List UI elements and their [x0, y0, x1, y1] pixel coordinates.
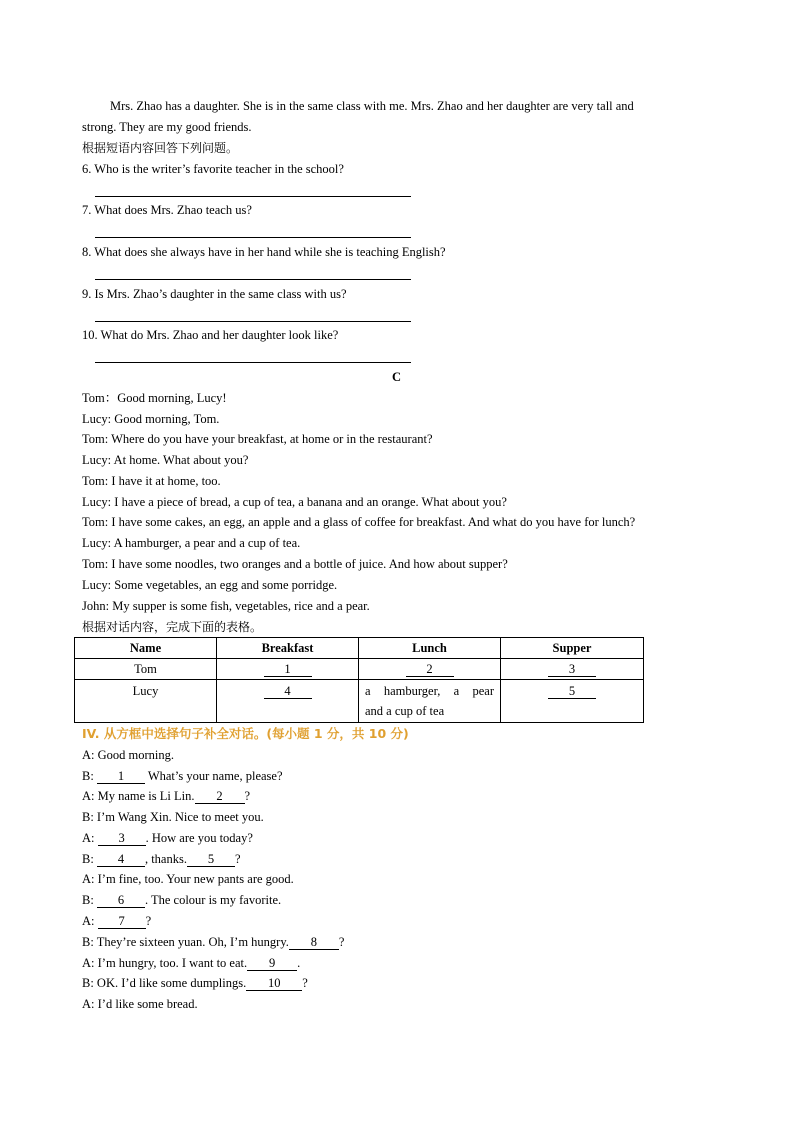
cell-name: Tom	[75, 659, 217, 680]
dialogue-line-2: Lucy: Good morning, Tom.	[82, 412, 220, 426]
question-10: 10. What do Mrs. Zhao and her daughter look like?	[82, 328, 339, 342]
dialog-text: B: They’re sixteen yuan. Oh, I’m hungry.	[82, 935, 289, 949]
dialog-text: B:	[82, 852, 97, 866]
answer-line-8[interactable]	[95, 279, 411, 280]
blank-iv-5[interactable]: 5	[187, 852, 235, 867]
dialog-text: ?	[145, 914, 152, 928]
section-c-heading: C	[392, 370, 402, 384]
dialog-text: B: I’m Wang Xin. Nice to meet you.	[82, 810, 264, 824]
blank-1[interactable]: 1	[264, 662, 312, 677]
meals-table	[74, 637, 644, 723]
dialog-text: , thanks.	[144, 852, 187, 866]
answer-line-10[interactable]	[95, 362, 411, 363]
dialogue-line-11: John: My supper is some fish, vegetables, rice and a pear.	[82, 599, 370, 613]
blank-iv-6[interactable]: 6	[97, 893, 145, 908]
dialog-line-b1	[82, 768, 283, 784]
dialog-text: A:	[82, 914, 98, 928]
question-9: 9. Is Mrs. Zhao’s daughter in the same class with us?	[82, 287, 347, 301]
dialog-line-b2	[82, 809, 264, 825]
section-b-instruction: 根据短语内容回答下列问题。	[82, 141, 239, 155]
dialog-text: .	[297, 956, 301, 970]
dialogue-line-5: Tom: I have it at home, too.	[82, 474, 221, 488]
dialog-text: A: Good morning.	[82, 748, 175, 762]
question-8: 8. What does she always have in her hand while she is teaching English?	[82, 245, 446, 259]
dialogue-line-7: Tom: I have some cakes, an egg, an apple and a glass of coffee for breakfast. And what do you have for lunch?	[82, 515, 636, 529]
dialogue-line-1: Tom：Good morning, Lucy!	[82, 391, 227, 405]
dialog-line-a4	[82, 871, 294, 887]
dialogue-line-10: Lucy: Some vegetables, an egg and some porridge.	[82, 578, 338, 592]
blank-3[interactable]: 3	[548, 662, 596, 677]
dialog-text: A: My name is Li Lin.	[82, 789, 195, 803]
dialog-text: ?	[234, 852, 241, 866]
dialogue-line-6: Lucy: I have a piece of bread, a cup of tea, a banana and an orange. What about you?	[82, 495, 507, 509]
dialog-text: A:	[82, 831, 98, 845]
header-lunch: Lunch	[359, 638, 501, 659]
blank-iv-8[interactable]: 8	[289, 935, 339, 950]
answer-line-6[interactable]	[95, 196, 411, 197]
blank-5[interactable]: 5	[548, 684, 596, 699]
section-c-instruction: 根据对话内容，完成下面的表格。	[82, 620, 263, 634]
dialog-text: A: I’m fine, too. Your new pants are good.	[82, 872, 294, 886]
dialogue-line-9: Tom: I have some noodles, two oranges and a bottle of juice. And how about supper?	[82, 557, 508, 571]
blank-iv-4[interactable]: 4	[97, 852, 145, 867]
question-6: 6. Who is the writer’s favorite teacher in the school?	[82, 162, 344, 176]
table-row-lucy	[75, 680, 644, 723]
dialog-line-b3	[82, 851, 241, 867]
dialog-text: . The colour is my favorite.	[144, 893, 282, 907]
dialog-line-a3	[82, 830, 253, 846]
question-7: 7. What does Mrs. Zhao teach us?	[82, 203, 252, 217]
cell-name: Lucy	[75, 680, 217, 723]
passage-line-2: strong. They are my good friends.	[82, 120, 252, 134]
passage-line-1: Mrs. Zhao has a daughter. She is in the same class with me. Mrs. Zhao and her daughter are very tall and	[110, 99, 634, 113]
lunch-text-line-1: a hamburger, a pear	[365, 684, 494, 698]
header-name: Name	[75, 638, 217, 659]
answer-line-9[interactable]	[95, 321, 411, 322]
dialog-text: ?	[302, 976, 308, 990]
cell-breakfast[interactable]	[217, 680, 359, 723]
dialog-line-a2	[82, 788, 250, 804]
dialog-text: B:	[82, 769, 97, 783]
cell-supper[interactable]	[501, 680, 644, 723]
dialog-text: B: OK. I’d like some dumplings.	[82, 976, 247, 990]
header-breakfast: Breakfast	[217, 638, 359, 659]
dialog-line-a1	[82, 747, 174, 763]
dialog-line-a6	[82, 955, 300, 971]
dialog-line-b6	[82, 975, 308, 991]
blank-iv-3[interactable]: 3	[98, 831, 146, 846]
table-header-row	[75, 638, 644, 659]
dialog-line-a5	[82, 913, 151, 929]
cell-lunch[interactable]	[359, 659, 501, 680]
blank-iv-10[interactable]: 10	[246, 976, 302, 991]
dialog-line-b5	[82, 934, 344, 950]
blank-2[interactable]: 2	[406, 662, 454, 677]
dialog-text: A: I’m hungry, too. I want to eat.	[82, 956, 248, 970]
cell-lunch	[359, 680, 501, 723]
section-iv-heading: IV. 从方框中选择句子补全对话。(每小题 1 分，共 10 分)	[82, 726, 409, 741]
dialog-text: What’s your name, please?	[144, 769, 283, 783]
dialogue-line-4: Lucy: At home. What about you?	[82, 453, 249, 467]
dialog-line-a7	[82, 996, 198, 1012]
header-supper: Supper	[501, 638, 644, 659]
dialogue-line-8: Lucy: A hamburger, a pear and a cup of tea.	[82, 536, 301, 550]
cell-breakfast[interactable]	[217, 659, 359, 680]
blank-iv-2[interactable]: 2	[195, 789, 245, 804]
dialog-text: B:	[82, 893, 97, 907]
dialog-text: A: I’d like some bread.	[82, 997, 198, 1011]
table-row-tom	[75, 659, 644, 680]
blank-iv-9[interactable]: 9	[247, 956, 297, 971]
lunch-text-line-2: and a cup of tea	[365, 704, 445, 718]
dialog-line-b4	[82, 892, 281, 908]
cell-supper[interactable]	[501, 659, 644, 680]
blank-iv-1[interactable]: 1	[97, 769, 145, 784]
blank-iv-7[interactable]: 7	[98, 914, 146, 929]
dialog-text: . How are you today?	[145, 831, 253, 845]
answer-line-7[interactable]	[95, 237, 411, 238]
dialog-text: ?	[244, 789, 251, 803]
blank-4[interactable]: 4	[264, 684, 312, 699]
dialogue-line-3: Tom: Where do you have your breakfast, at home or in the restaurant?	[82, 432, 433, 446]
dialog-text: ?	[338, 935, 345, 949]
